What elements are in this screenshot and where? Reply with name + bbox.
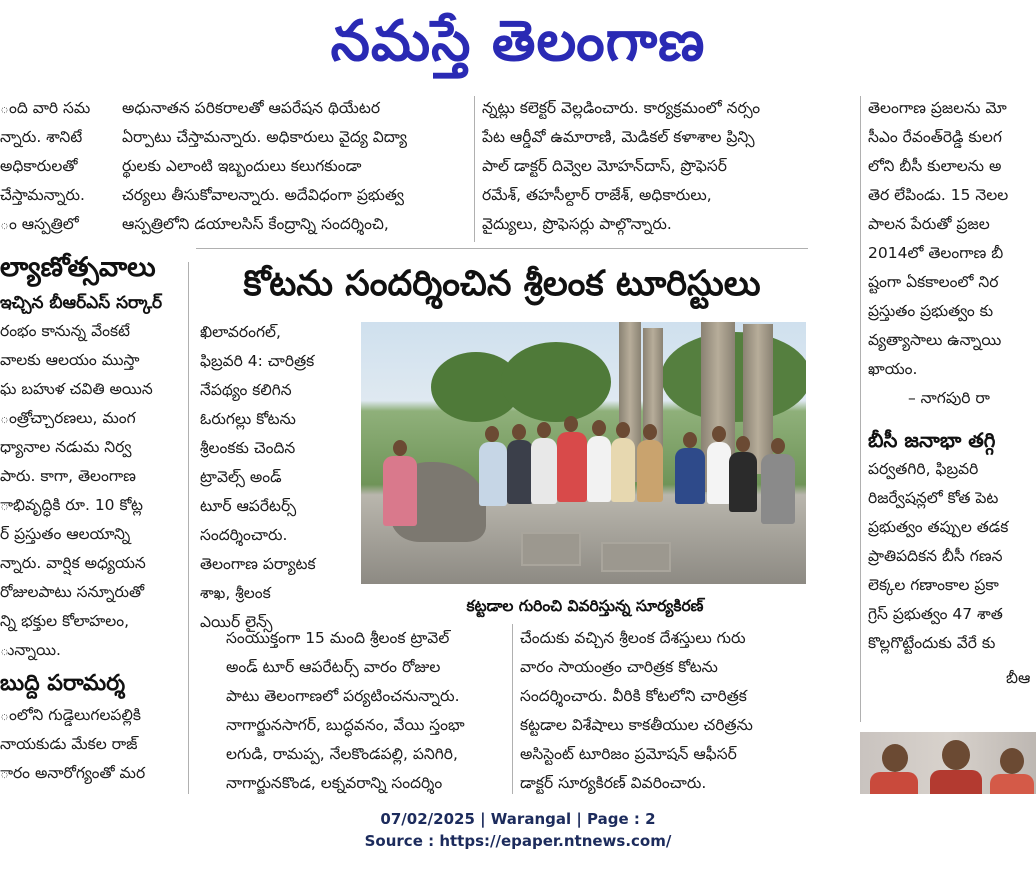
text-line: సందర్శించారు. వీరికి కోటలోని చారిత్రక [520, 687, 747, 705]
text-line: ధ్యానాల నడుమ నిర్వ [0, 438, 132, 456]
text-line: వైద్యులు, ప్రొఫెసర్లు పాల్గొన్నారు. [482, 215, 672, 233]
text-line: లగుడి, రామప్ప, నేలకొండపల్లి, పనిగిరి, [226, 745, 458, 763]
text-line: రంభం కానున్న వేంకటే [0, 322, 131, 340]
text-line: రమేశ్, తహసీల్దార్ రాజేశ్, అధికారులు, [482, 186, 712, 204]
photo-caption: కట్టడాల గురించి వివరిస్తున్న సూర్యకిరణ్ [466, 597, 704, 615]
text-line: గ్రెస్ ప్రభుత్వం 47 శాత [868, 605, 1003, 623]
text-line: నాయకుడు మేకల రాజ్ [0, 735, 138, 753]
text-line: ాభివృద్ధికి రూ. 10 కోట్ల [0, 496, 143, 514]
text-line: పారు. కాగా, తెలంగాణ [0, 467, 136, 485]
person [707, 442, 731, 504]
top-article-col-a [122, 94, 466, 242]
person [990, 774, 1034, 794]
text-line: ారం అనారోగ్యంతో మర [0, 764, 146, 782]
person [587, 436, 611, 502]
text-line: సంయుక్తంగా 15 మంది శ్రీలంక ట్రావెల్ [226, 629, 450, 647]
text-line: అధునాతన పరికరాలతో ఆపరేషన థియేటర [122, 99, 381, 117]
text-line: రోజులపాటు సన్నూరుతో [0, 583, 145, 601]
text-line: నేపథ్యం కలిగిన [200, 381, 292, 399]
person [870, 772, 918, 794]
article-separator [196, 248, 808, 249]
text-line: శ్రీలంకకు చెందిన [200, 439, 296, 457]
text-line: శాఖ, శ్రీలంక [200, 584, 271, 602]
text-line: ంలోని గుడ్డెలుగలపల్లికి [0, 706, 141, 724]
text-line: సీఎం రేవంత్‌రెడ్డి కులగ [868, 128, 1002, 146]
person-head [736, 436, 750, 452]
text-line: ష్టంగా ఏకకాలంలో నిర [868, 273, 999, 291]
text-line: ప్రస్తుతం ప్రభుత్వం కు [868, 302, 994, 320]
text-line: ఖాయం. [868, 360, 918, 378]
text-line: ఫిబ్రవరి 4: చారిత్రక [200, 352, 315, 370]
person-head [771, 438, 785, 454]
column-divider [474, 96, 475, 242]
text-line: ఓరుగల్లు కోటను [200, 410, 296, 428]
person [611, 438, 635, 502]
text-line: ట్రావెల్స్ అండ్ [200, 468, 282, 486]
text-line: అసిస్టెంట్ టూరిజం ప్రమోషన్ ఆఫీసర్ [520, 745, 737, 763]
text-line: తెలంగాణ ప్రజలను మో [868, 99, 1007, 117]
text-line: ప్రాతిపదికన బీసీ గణన [868, 547, 1003, 565]
person-head [564, 416, 578, 432]
top-article-col-b [482, 94, 807, 242]
text-line: పాటు తెలంగాణలో పర్యటించనున్నారు. [226, 687, 460, 705]
text-line: నాగార్జునకొండ, లక్నవరాన్ని సందర్శిం [226, 774, 443, 792]
text-line: ం ఆస్పత్రిలో [0, 215, 79, 233]
text-line: టూర్ ఆపరేటర్స్ [200, 497, 297, 515]
text-line: ఘ బహుళ చవితి అయిన [0, 380, 153, 398]
source-link: Source : https://epaper.ntnews.com/ [364, 832, 672, 850]
text-line: సందర్శించారు. [200, 526, 288, 544]
newspaper-logo: నమస్తే తెలంగాణ [330, 9, 706, 74]
right-column [868, 94, 1036, 734]
person-head [537, 422, 551, 438]
person-head [616, 422, 630, 438]
article-photo [361, 322, 806, 584]
text-line: న్నట్లు కలెక్టర్ వెల్లడించారు. కార్యక్రమంలో నర్సం [482, 99, 761, 117]
left-subheadline: ఇచ్చిన బీఆర్ఎస్ సర్కార్ [0, 293, 163, 313]
person [531, 438, 557, 504]
article-body-col-b [520, 624, 808, 794]
text-line: తెలంగాణ పర్యాటక [200, 555, 316, 573]
text-line: లోని బీసీ కులాలను అ [868, 157, 1002, 175]
right-photo [860, 732, 1036, 794]
text-line: న్నారు. శానిటే [0, 128, 83, 146]
person [383, 456, 417, 526]
person-head [592, 420, 606, 436]
text-line: నాగార్జునసాగర్, బుద్ధవనం, వేయి స్తంభా [226, 716, 465, 734]
text-line: ప్రభుత్వం తప్పుల తడక [868, 518, 1009, 536]
text-line: అధికారులతో [0, 157, 78, 175]
text-line: వాలకు ఆలయం ముస్తా [0, 351, 140, 369]
text-line: వారం సాయంత్రం చారిత్రక కోటను [520, 658, 718, 676]
person-head [485, 426, 499, 442]
stone-slab [601, 542, 671, 572]
person [675, 448, 705, 504]
article-headline: కోటను సందర్శించిన శ్రీలంక టూరిస్టులు [243, 264, 761, 304]
text-line: వ్యత్యాసాలు ఉన్నాయి [868, 331, 1002, 349]
page-footer [0, 808, 1036, 852]
person-head [393, 440, 407, 456]
text-line: పేట ఆర్డీవో ఉమారాణి, మెడికల్ కళాశాల ప్రిన్సి [482, 128, 755, 146]
edition-info: 07/02/2025 | Warangal | Page : 2 [380, 810, 656, 828]
column-divider [188, 262, 189, 794]
text-line: లెక్కల గణాంకాల ప్రకా [868, 576, 999, 594]
person-head [643, 424, 657, 440]
article-intro [200, 318, 356, 648]
text-line: ఏర్పాటు చేస్తామన్నారు. అధికారులు వైద్య విద్యా [122, 128, 408, 146]
text-line: న్నారు. వార్షిక అధ్యయన [0, 554, 146, 572]
text-line: పర్వతగిరి, ఫిబ్రవరి [868, 460, 979, 478]
text-line: చేస్తామన్నారు. [0, 186, 85, 204]
text-line: ున్నాయి. [0, 641, 61, 659]
person [761, 454, 795, 524]
person-head [683, 432, 697, 448]
person-head [882, 744, 908, 772]
left-headline: ల్యాణోత్సవాలు [0, 252, 156, 283]
text-line: రిజర్వేషన్లలో కోత పెట [868, 489, 999, 507]
person [637, 440, 663, 502]
text-line: ర్ ప్రస్తుతం ఆలయాన్ని [0, 525, 131, 543]
text-line: న్ని భక్తుల కోలాహలం, [0, 612, 130, 630]
person-head [1000, 748, 1024, 774]
text-line: తెర లేపిండు. 15 నెలల [868, 186, 1009, 204]
author-signature-2: బీఆ [1006, 669, 1031, 687]
text-line: చేందుకు వచ్చిన శ్రీలంక దేశస్తులు గురు [520, 629, 746, 647]
article-body-col-a [226, 624, 506, 794]
text-line: పాల్ డాక్టర్ దివ్వెల మోహన్‌దాస్, ప్రొఫెసర్ [482, 157, 727, 175]
left-headline-2: బుద్ది పరామర్శ [0, 671, 126, 696]
text-line: ంది వారి సమ [0, 99, 91, 117]
person-head [712, 426, 726, 442]
person [930, 770, 982, 794]
person [557, 432, 587, 502]
column-divider [512, 624, 513, 794]
text-line: ంత్రోచ్చారణలు, మంగ [0, 409, 136, 427]
person [729, 452, 757, 512]
text-line: ర్థులకు ఎలాంటి ఇబ్బందులు కలుగకుండా [122, 157, 362, 175]
text-line: చర్యలు తీసుకోవాలన్నారు. అదేవిధంగా ప్రభుత్వ [122, 186, 404, 204]
text-line: ఖిలావరంగల్, [200, 323, 281, 341]
text-line: డాక్టర్ సూర్యకిరణ్ వివరించారు. [520, 774, 707, 792]
text-line: కొల్లగొట్టేందుకు వేరే కు [868, 634, 996, 652]
text-line: 2014లో తెలంగాణ బీ [868, 244, 1004, 262]
text-line: అండ్ టూర్ ఆపరేటర్స్ వారం రోజుల [226, 658, 441, 676]
masthead [0, 0, 1036, 86]
tree [501, 342, 611, 422]
stone-slab [521, 532, 581, 566]
person [479, 442, 507, 506]
right-headline: బీసీ జనాభా తగ్గి [868, 428, 996, 452]
author-signature: – నాగపురి రా [908, 389, 990, 407]
text-line: ఆస్పత్రిలోని డయాలసిస్ కేంద్రాన్ని సందర్శించి, [122, 215, 389, 233]
person-head [942, 740, 970, 770]
person-head [512, 424, 526, 440]
person [507, 440, 533, 504]
text-line: పాలన పేరుతో ప్రజల [868, 215, 990, 233]
text-line: కట్టడాల విశేషాలు కాకతీయుల చరిత్రను [520, 716, 753, 734]
text-line: ఎయిర్ లైన్స్ [200, 613, 273, 631]
column-divider [860, 96, 861, 722]
